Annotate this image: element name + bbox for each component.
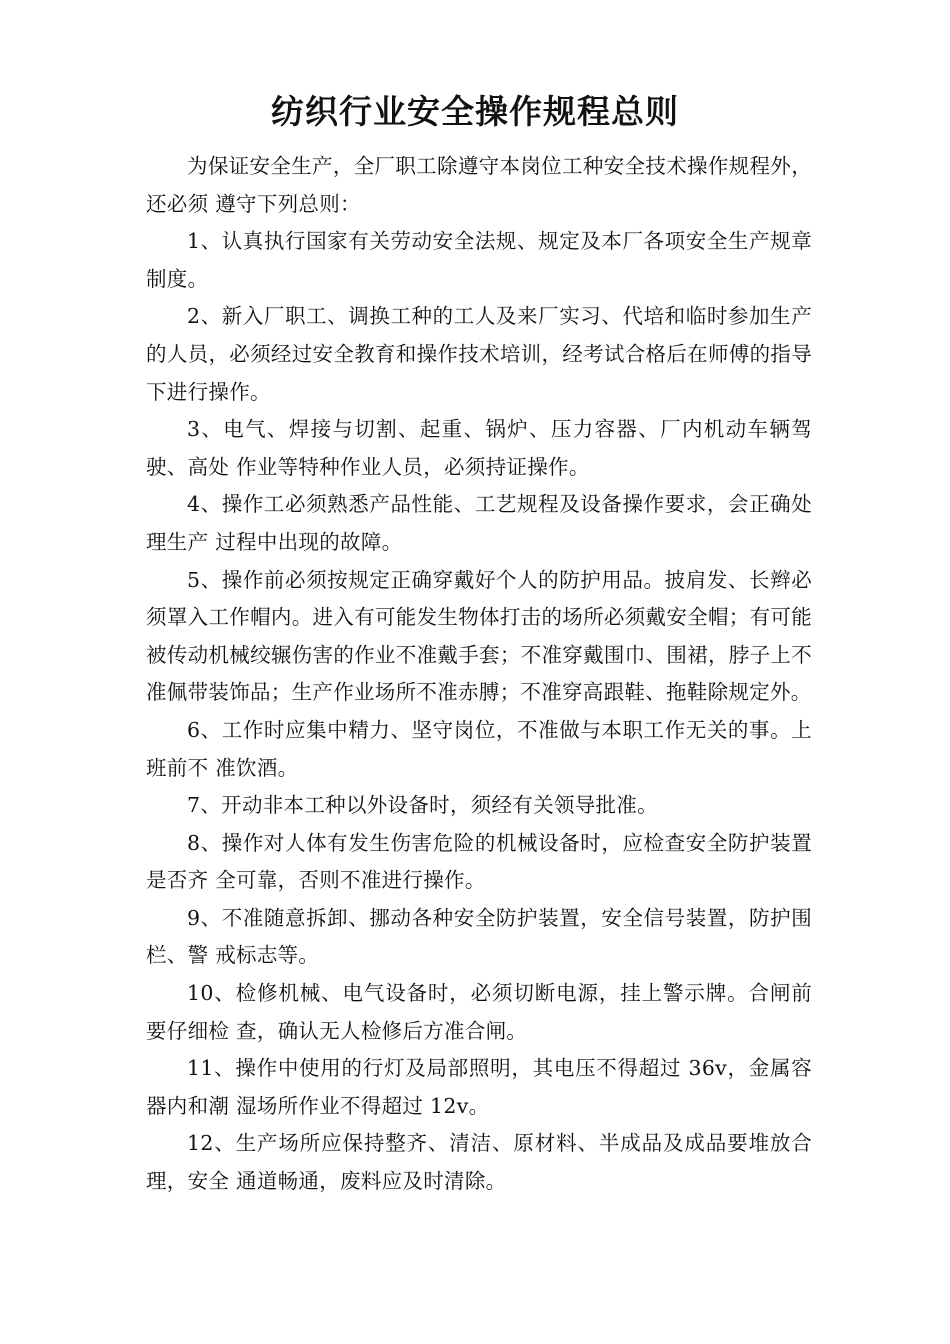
- rule-paragraph-3: 3、电气、焊接与切割、起重、锅炉、压力容器、厂内机动车辆驾驶、高处 作业等特种作业人员，必须持证操作。: [146, 417, 812, 479]
- rule-paragraph-6: 6、工作时应集中精力、坚守岗位，不准做与本职工作无关的事。上班前不 准饮酒。: [146, 717, 812, 780]
- rule-paragraph-5: 5、操作前必须按规定正确穿戴好个人的防护用品。披肩发、长辫必须罩入工作帽内。进入有可能发生物体打击的场所必须戴安全帽；有可能被传动机械绞辗伤害的作业不准戴手套；不准穿戴围巾、围裙，脖子上不准佩带装饰品；生产作业场所不准赤膊；不准穿高跟鞋、拖鞋除规定外。: [146, 567, 812, 705]
- rule-paragraph-9: 9、不准随意拆卸、挪动各种安全防护装置，安全信号装置，防护围栏、警 戒标志等。: [146, 905, 812, 968]
- rule-paragraph-7: 7、开动非本工种以外设备时，须经有关领导批准。: [187, 793, 658, 818]
- rule-paragraph-12: 12、生产场所应保持整齐、清洁、原材料、半成品及成品要堆放合理，安全 通道畅通，废料应及时清除。: [146, 1131, 812, 1194]
- rule-paragraph-11: 11、操作中使用的行灯及局部照明，其电压不得超过 36v，金属容器内和潮 湿场所作业不得超过 12v。: [146, 1056, 812, 1118]
- rule-paragraph-1: 1、认真执行国家有关劳动安全法规、规定及本厂各项安全生产规章制度。: [146, 229, 812, 291]
- document-body: [146, 148, 812, 1201]
- rule-paragraph-8: 8、操作对人体有发生伤害危险的机械设备时，应检查安全防护装置是否齐 全可靠，否则不准进行操作。: [146, 830, 812, 893]
- rule-paragraph-10: 10、检修机械、电气设备时，必须切断电源，挂上警示牌。合闸前要仔细检 查，确认无人检修后方准合闸。: [146, 981, 812, 1043]
- rule-paragraph-4: 4、操作工必须熟悉产品性能、工艺规程及设备操作要求，会正确处理生产 过程中出现的故障。: [146, 492, 812, 554]
- rule-paragraph-2: 2、新入厂职工、调换工种的工人及来厂实习、代培和临时参加生产的人员，必须经过安全教育和操作技术培训，经考试合格后在师傅的指导下进行操作。: [146, 304, 812, 404]
- document-title: 纺织行业安全操作规程总则: [271, 92, 679, 131]
- intro-paragraph: 为保证安全生产，全厂职工除遵守本岗位工种安全技术操作规程外，还必须 遵守下列总则：: [146, 154, 812, 216]
